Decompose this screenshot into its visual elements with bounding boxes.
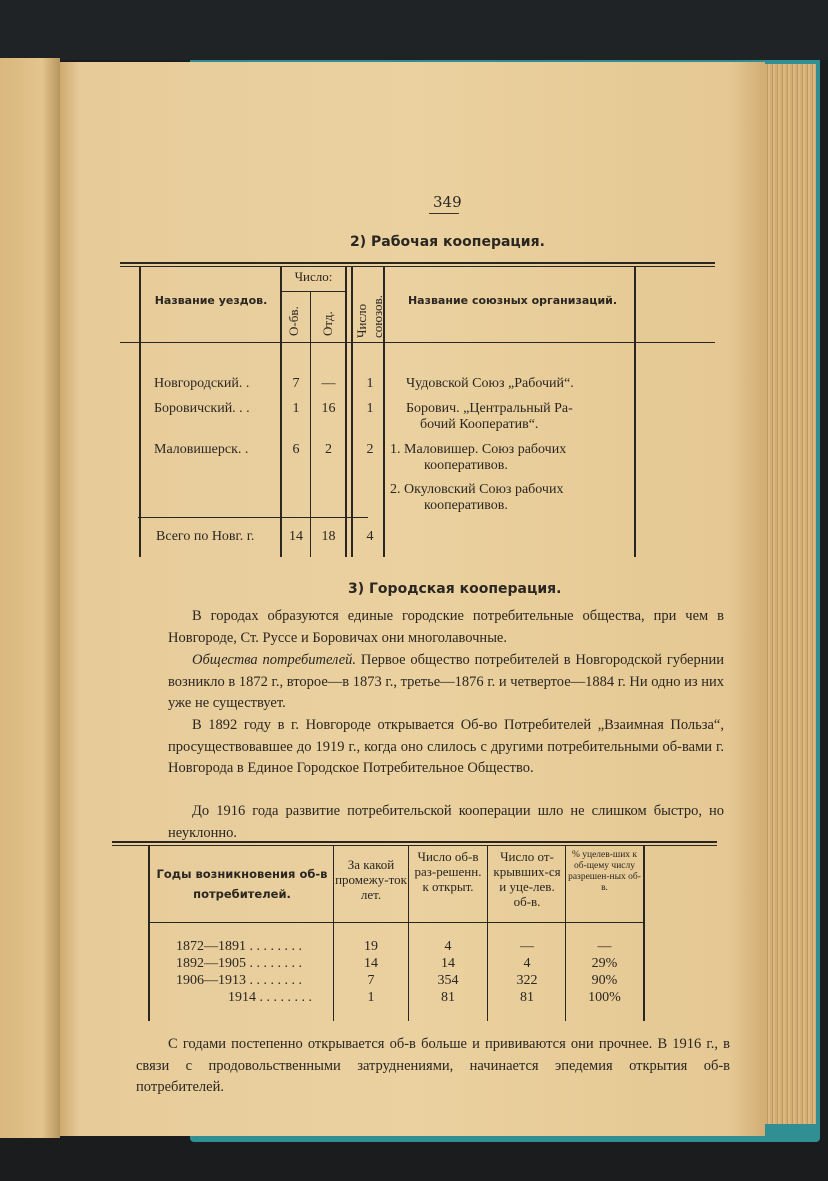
left-page-edge: [0, 58, 60, 1138]
paragraph: До 1916 года развитие потребительской кооперации шло не слишком быстро, но неуклонно.: [168, 803, 724, 841]
header-chislo: Число:: [294, 269, 333, 284]
book-page: 349 2) Рабочая кооперация. Название уездов. Число: О-бв. Отд. Число союзов. Название союзных организаций. Новгородский. . 7 — 1 Чудовской Союз „Рабочий“. Боровичский. . . 1 16 1 Борович. „Центральный Ра- бочий Кооператив“. Маловишерск. . 6 2 2 1. Маловишер. Союз рабочих кооперативов. 2. Окуловский Союз рабочих кооперативов. Всего по Новг. г. 14 18 4 3) Городская кооперация. В городах образуются единые городские потребительные общества, при чем в Новгороде, Ст. Руссе и Боровичах они многолавочные. Общества потребителей. Первое общество потребителей в Новгородской губернии возникло в 1872 г., второе—в 1873 г., третье—1876 г. и четвертое—1884 г. Ни одно из них уже не существует. В 1892 году в г. Новгороде открывается Об-во Потребителей „Взаимная Польза“, просуществовавшее до 1919 г., когда оно слилось с другими потребительными об-вами г. Новгорода в Единое Городское Потребительное Общество. До 1916 года развитие потребительской кооперации шло не слишком быстро, но неуклонно. Годы возникновения об-в потребителей. За какой промежу-ток лет. Число об-в раз-решенн. к открыт. Число от-крывших-ся и уце-лев. об-в. % уцелев-ших к об-щему числу разрешен-ных об-в. 1872—1891 . . . . . . . . 19 4 — — 1892—1905 . . . . . . . . 14 14 4 29% 1906—1913 . . . . . . . . 7 354 322 90% 1914 . . . . . . . . 1 81 81 100% С годами постепенно открывается об-в больше и прививаются они прочнее. В 1916 г., в связи с продовольственными затруднениями, начинается эпедемия открытия об-в потребителей.: [60, 62, 765, 1136]
header-permitted: Число об-в раз-решенн. к открыт.: [414, 849, 482, 894]
section2-title: 2) Рабочая кооперация.: [350, 234, 545, 250]
paragraph: Общества потребителей. Первое общество потребителей в Новгородской губернии возникло в 1872 г., второе—в 1873 г., третье—1876 г. и четвертое—1884 г. Ни одно из них уже не существует.: [168, 652, 725, 711]
header-ob: О-бв.: [286, 306, 301, 336]
header-otd: Отд.: [320, 311, 335, 336]
page-number-rule: [429, 213, 459, 214]
header-org: Название союзных организаций.: [407, 294, 618, 307]
paragraph: С годами постепенно открывается об-в больше и прививаются они прочнее. В 1916 г., в связи с продовольственными затруднениями, начинается эпедемия открытия об-в потребителей.: [136, 1036, 730, 1095]
table1-total-rule: [138, 517, 368, 518]
page-number: 349: [433, 193, 462, 211]
table1-top-rule: [120, 262, 715, 264]
table2-top-rule: [112, 841, 717, 843]
header-soyuzov: Число союзов.: [354, 295, 385, 338]
header-years: Годы возникновения об-в потребителей.: [156, 867, 328, 901]
italic-lead: Общества потребителей.: [192, 652, 357, 668]
paragraph: В городах образуются единые городские потребительные общества, при чем в Новгороде, Ст. Руссе и Боровичах они многолавочные.: [168, 608, 724, 646]
header-percent: % уцелев-ших к об-щему числу разрешен-ных об-в.: [568, 850, 641, 893]
table2-header-rule: [150, 922, 645, 923]
section3-title: 3) Городская кооперация.: [348, 581, 562, 597]
table1-header-rule: [120, 342, 715, 343]
header-interval: За какой промежу-ток лет.: [335, 857, 407, 902]
background: [0, 0, 828, 60]
header-uezd: Название уездов.: [154, 294, 268, 307]
paragraph: В 1892 году в г. Новгороде открывается Об-во Потребителей „Взаимная Польза“, просуществовавшее до 1919 г., когда оно слилось с другими потребительными об-вами г. Новгорода в Единое Городское Потребительное Общество.: [168, 717, 724, 776]
header-opened: Число от-крывших-ся и уце-лев. об-в.: [493, 849, 561, 909]
page-stack-edge: [760, 64, 816, 1124]
